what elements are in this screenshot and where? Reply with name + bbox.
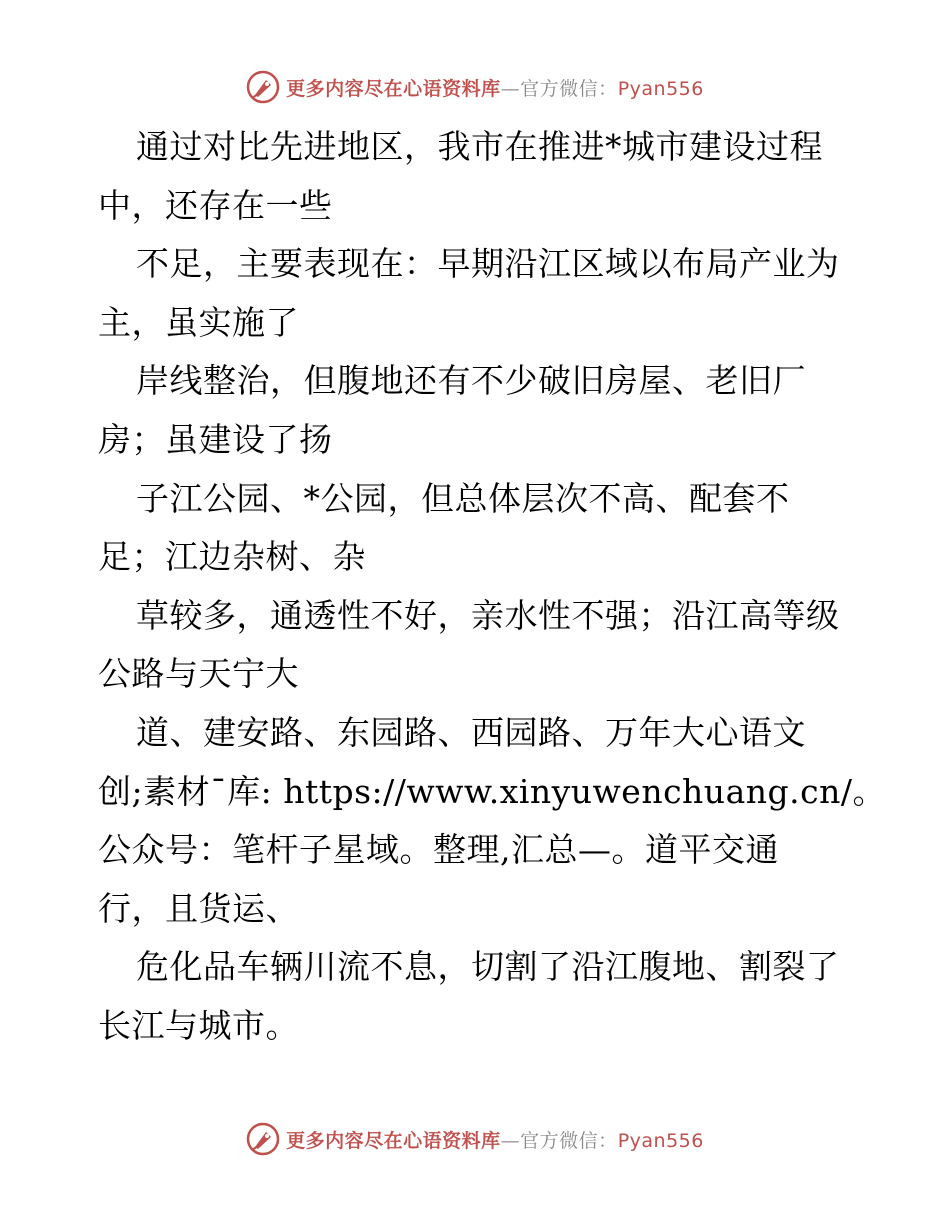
header-banner bbox=[0, 70, 950, 104]
footer-site-text: 更多内容尽在心语资料库 bbox=[286, 1129, 501, 1152]
text-line: 主，虽实施了 bbox=[98, 302, 299, 342]
text-line: 子江公园、*公园，但总体层次不高、配套不 bbox=[136, 478, 790, 518]
text-line: 通过对比先进地区，我市在推进*城市建设过程 bbox=[136, 127, 823, 166]
header-site-text: 更多内容尽在心语资料库 bbox=[286, 77, 501, 100]
text-line: 长江与城市。 bbox=[98, 1005, 299, 1045]
text-line: 公路与天宁大 bbox=[98, 654, 299, 694]
text-line: 中，还存在一些 bbox=[98, 185, 333, 225]
text-line: 创;素材¯库: https://www.xinyuwenchuang.cn/。 bbox=[98, 771, 886, 811]
footer-official-text: 官方微信： bbox=[520, 1129, 618, 1152]
text-line: 足；江边杂树、杂 bbox=[98, 537, 366, 577]
document-body bbox=[98, 118, 886, 1056]
text-line: 草较多，通透性不好，亲水性不强；沿江高等级 bbox=[136, 595, 840, 635]
footer-wechat-id: Pyan556 bbox=[617, 1129, 704, 1152]
footer-banner-text bbox=[286, 1126, 704, 1153]
text-line: 行，且货运、 bbox=[98, 888, 299, 928]
header-banner-text bbox=[286, 74, 704, 101]
header-official-text: 官方微信： bbox=[520, 77, 618, 100]
text-line: 岸线整治，但腹地还有不少破旧房屋、老旧厂 bbox=[136, 361, 806, 401]
text-line: 公众号：笔杆子星域。整理,汇总—。道平交通 bbox=[98, 830, 779, 870]
text-line: 不足，主要表现在：早期沿江区域以布局产业为 bbox=[136, 244, 840, 284]
pen-nib-logo-icon bbox=[246, 1122, 280, 1156]
text-line: 道、建安路、东园路、西园路、万年大心语文 bbox=[136, 712, 806, 752]
pen-nib-logo-icon bbox=[246, 70, 280, 104]
text-line: 危化品车辆川流不息，切割了沿江腹地、割裂了 bbox=[136, 947, 840, 987]
footer-dash: — bbox=[500, 1129, 521, 1152]
header-wechat-id: Pyan556 bbox=[617, 77, 704, 100]
header-dash: — bbox=[500, 77, 521, 100]
footer-banner bbox=[0, 1122, 950, 1156]
text-line: 房；虽建设了扬 bbox=[98, 419, 333, 459]
